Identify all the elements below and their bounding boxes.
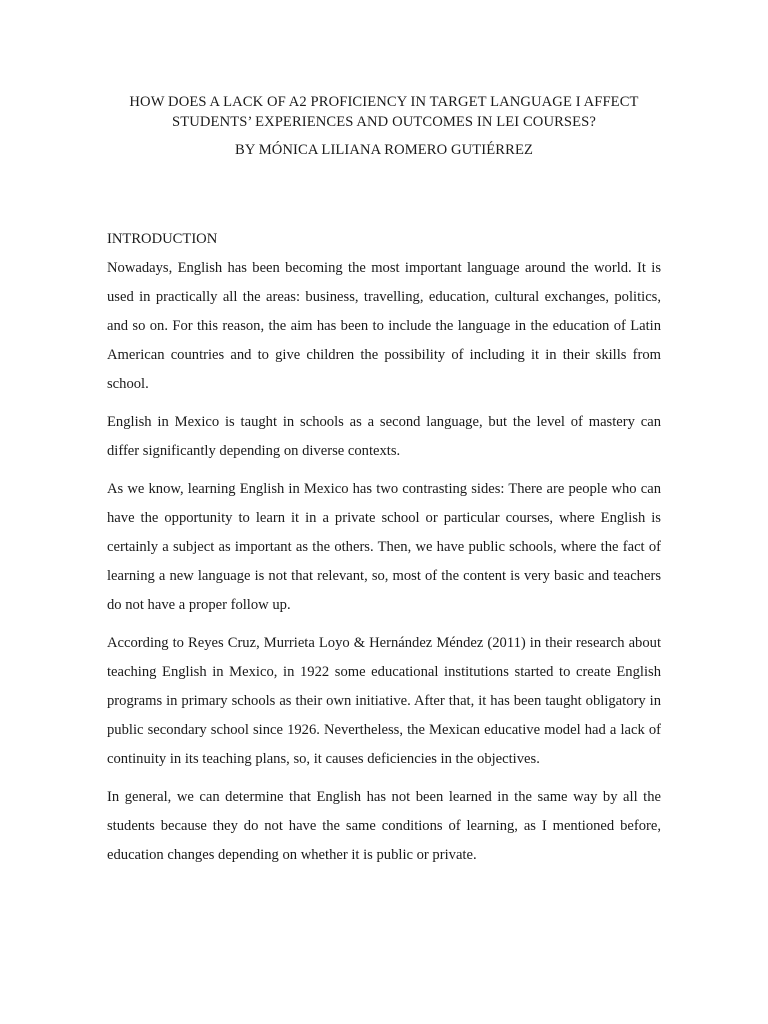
title-block: [0, 92, 768, 160]
document-title-line-2: STUDENTS’ EXPERIENCES AND OUTCOMES IN LEI COURSES?: [172, 114, 596, 130]
paragraph-5: In general, we can determine that English has not been learned in the same way by all the students because they do not have the same conditions of learning, as I mentioned before, education changes depending on whether it is public or private.: [107, 789, 661, 863]
document-body: [107, 229, 661, 879]
document-title-line-1: HOW DOES A LACK OF A2 PROFICIENCY IN TARGET LANGUAGE I AFFECT: [129, 94, 639, 110]
section-heading-introduction: INTRODUCTION: [107, 231, 218, 247]
paragraph-3: As we know, learning English in Mexico has two contrasting sides: There are people who can have the opportunity to learn it in a private school or particular courses, where English is certainly a subject as important as the others. Then, we have public schools, where the fact of learning a new language is not that relevant, so, most of the content is very basic and teachers do not have a proper follow up.: [107, 481, 661, 613]
paragraph-2: English in Mexico is taught in schools as a second language, but the level of mastery can differ significantly depending on diverse contexts.: [107, 414, 661, 459]
paragraph-1: Nowadays, English has been becoming the most important language around the world. It is used in practically all the areas: business, travelling, education, cultural exchanges, politics, and so on. For this reason, the aim has been to include the language in the education of Latin American countries and to give children the possibility of including it in their skills from school.: [107, 260, 661, 392]
author-byline: BY MÓNICA LILIANA ROMERO GUTIÉRREZ: [235, 142, 533, 158]
paragraph-4: According to Reyes Cruz, Murrieta Loyo & Hernández Méndez (2011) in their research about teaching English in Mexico, in 1922 some educational institutions started to create English programs in primary schools as their own initiative. After that, it has been taught obligatory in public secondary school since 1926. Nevertheless, the Mexican educative model had a lack of continuity in its teaching plans, so, it causes deficiencies in the objectives.: [107, 635, 661, 767]
